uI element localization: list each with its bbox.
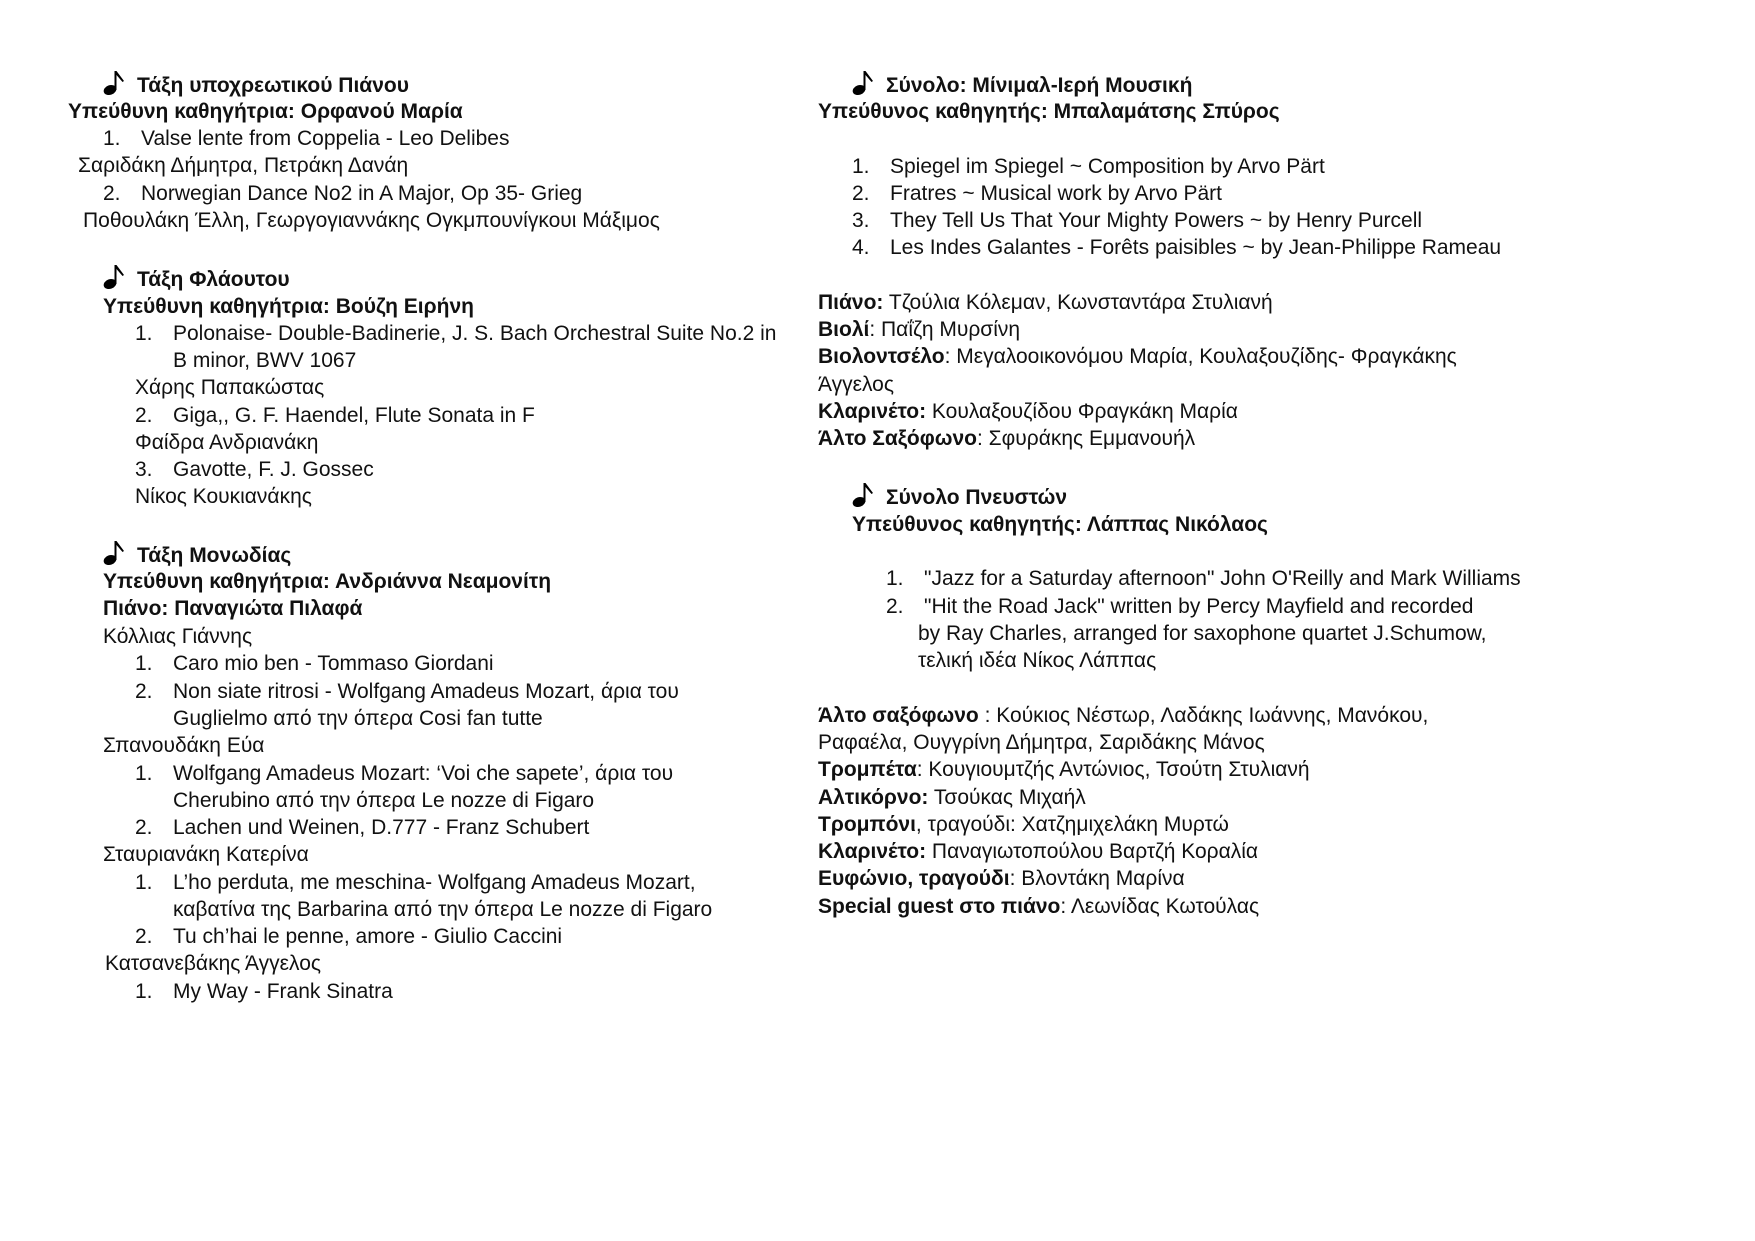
program-item: 1. Wolfgang Amadeus Mozart: ‘Voi che sapete’, άρια του: [135, 762, 674, 785]
roster-line: Ευφώνιο, τραγούδι: Βλοντάκη Μαρίνα: [818, 867, 1185, 890]
program-item-continued: B minor, BWV 1067: [173, 349, 357, 372]
roster-line: Κλαρινέτο: Κουλαξουζίδου Φραγκάκη Μαρία: [818, 400, 1238, 423]
program-item: 1. L’ho perduta, me meschina- Wolfgang Amadeus Mozart,: [135, 871, 696, 894]
teacher-label: Υπεύθυνη καθηγήτρια: Ανδριάννα Νεαμονίτη: [103, 570, 552, 593]
performers: Σαριδάκη Δήμητρα, Πετράκη Δανάη: [78, 154, 409, 177]
program-item: 1. My Way - Frank Sinatra: [135, 980, 393, 1003]
program-item: 1. Caro mio ben - Tommaso Giordani: [135, 652, 494, 675]
roster-line: Άγγελος: [818, 373, 894, 396]
roster-line: Κλαρινέτο: Παναγιωτοπούλου Βαρτζή Κοραλία: [818, 840, 1259, 863]
performers: Ποθουλάκη Έλλη, Γεωργογιαννάκης Ογκμπουνίγκουι Μάξιμος: [83, 209, 660, 232]
roster-line: Άλτο Σαξόφωνο: Σφυράκης Εμμανουήλ: [818, 427, 1196, 450]
performer: Φαίδρα Ανδριανάκη: [135, 431, 319, 454]
program-item: 2. Tu ch’hai le penne, amore - Giulio Caccini: [135, 925, 563, 948]
program-item: 1. Spiegel im Spiegel ~ Composition by Arvo Pärt: [852, 155, 1325, 178]
singer-name: Σπανουδάκη Εύα: [103, 734, 265, 757]
singer-name: Σταυριανάκη Κατερίνα: [103, 843, 309, 866]
program-item: 4. Les Indes Galantes - Forêts paisibles ~ by Jean-Philippe Rameau: [852, 236, 1502, 259]
program-item-continued: Guglielmo από την όπερα Cosi fan tutte: [173, 707, 543, 730]
section-heading-piano: Τάξη υποχρεωτικού Πιάνου: [103, 70, 409, 100]
program-item: 1. "Jazz for a Saturday afternoon" John O'Reilly and Mark Williams: [886, 567, 1521, 590]
program-item: 2. Giga,, G. F. Haendel, Flute Sonata in F: [135, 404, 535, 427]
teacher-label: Υπεύθυνος καθηγητής: Λάππας Νικόλαος: [852, 513, 1268, 536]
music-note-icon: [852, 70, 874, 96]
pianist-label: Πιάνο: Παναγιώτα Πιλαφά: [103, 597, 363, 620]
roster-line: Άλτο σαξόφωνο : Κούκιος Νέστωρ, Λαδάκης Ιωάννης, Μανόκου,: [818, 704, 1429, 727]
roster-line: Special guest στο πιάνο: Λεωνίδας Κωτούλας: [818, 895, 1260, 918]
roster-line: Πιάνο: Τζούλια Κόλεμαν, Κωνσταντάρα Στυλιανή: [818, 291, 1273, 314]
teacher-label: Υπεύθυνη καθηγήτρια: Ορφανού Μαρία: [68, 100, 463, 123]
section-heading-flute: Τάξη Φλάουτου: [103, 264, 290, 294]
section-heading-winds: Σύνολο Πνευστών: [852, 482, 1067, 512]
program-item-continued: τελική ιδέα Νίκος Λάππας: [918, 649, 1157, 672]
music-note-icon: [103, 540, 125, 566]
performer: Χάρης Παπακώστας: [135, 376, 325, 399]
program-item: 2. Lachen und Weinen, D.777 - Franz Schubert: [135, 816, 590, 839]
music-note-icon: [852, 482, 874, 508]
program-item: 2. Non siate ritrosi - Wolfgang Amadeus Mozart, άρια του: [135, 680, 679, 703]
performer: Νίκος Κουκιανάκης: [135, 485, 312, 508]
singer-name: Κόλλιας Γιάννης: [103, 625, 253, 648]
section-heading-minimal: Σύνολο: Μίνιμαλ-Ιερή Μουσική: [852, 70, 1192, 100]
roster-line: Τρομπέτα: Κουγιουμτζής Αντώνιος, Τσούτη Στυλιανή: [818, 758, 1310, 781]
roster-line: Αλτικόρνο: Τσούκας Μιχαήλ: [818, 786, 1086, 809]
program-item: 3. They Tell Us That Your Mighty Powers ~ by Henry Purcell: [852, 209, 1423, 232]
program-item-continued: καβατίνα της Barbarina από την όπερα Le nozze di Figaro: [173, 898, 713, 921]
program-item: 3. Gavotte, F. J. Gossec: [135, 458, 374, 481]
program-item-continued: by Ray Charles, arranged for saxophone quartet J.Schumow,: [918, 622, 1487, 645]
roster-line: Ραφαέλα, Ουγγρίνη Δήμητρα, Σαριδάκης Μάνος: [818, 731, 1265, 754]
roster-line: Βιολοντσέλο: Μεγαλοοικονόμου Μαρία, Κουλαξουζίδης- Φραγκάκης: [818, 345, 1457, 368]
program-item: 1. Polonaise- Double-Badinerie, J. S. Bach Orchestral Suite No.2 in: [135, 322, 777, 345]
program-item: 1. Valse lente from Coppelia - Leo Delibes: [103, 127, 510, 150]
section-heading-voice: Τάξη Μονωδίας: [103, 540, 291, 570]
singer-name: Κατσανεβάκης Άγγελος: [105, 952, 322, 975]
music-note-icon: [103, 70, 125, 96]
program-item: 2. Norwegian Dance No2 in A Major, Op 35- Grieg: [103, 182, 583, 205]
roster-line: Τρομπόνι, τραγούδι: Χατζημιχελάκη Μυρτώ: [818, 813, 1229, 836]
roster-line: Βιολί: Παΐζη Μυρσίνη: [818, 318, 1021, 341]
program-item: 2. Fratres ~ Musical work by Arvo Pärt: [852, 182, 1223, 205]
teacher-label: Υπεύθυνη καθηγήτρια: Βούζη Ειρήνη: [103, 295, 474, 318]
program-item-continued: Cherubino από την όπερα Le nozze di Figaro: [173, 789, 595, 812]
music-note-icon: [103, 264, 125, 290]
teacher-label: Υπεύθυνος καθηγητής: Μπαλαμάτσης Σπύρος: [818, 100, 1280, 123]
program-item: 2. "Hit the Road Jack" written by Percy Mayfield and recorded: [886, 595, 1474, 618]
